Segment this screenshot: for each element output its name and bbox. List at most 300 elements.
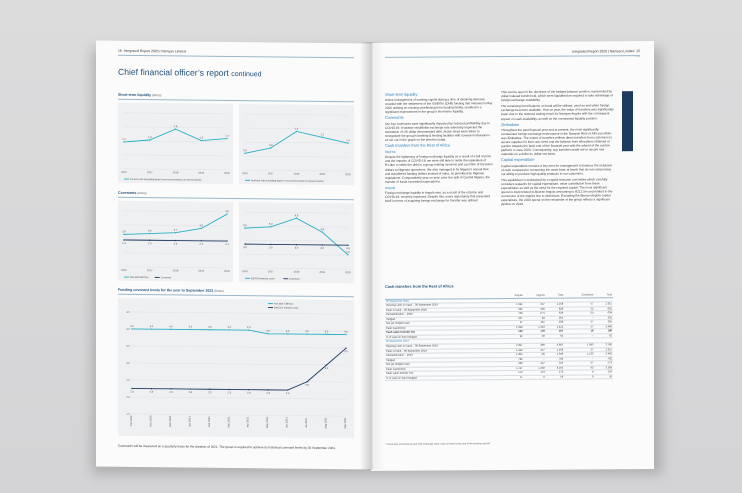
data-label: 3.0 [148,229,152,233]
table-cell: 238 [546,320,564,325]
x-tick-label: 2020 [224,269,230,273]
table-cell: 0 [524,375,546,380]
table-cell: 207 [502,316,524,321]
data-label: 2.4 [173,242,178,246]
right-page-header [572,49,640,53]
x-tick-label: Mar 2021 [227,416,231,428]
series-line-1 [130,346,346,394]
data-point [267,333,268,334]
table-cell: 573 [595,361,614,366]
table-cell: 62 [546,334,564,339]
col2-paragraph-0: This can be seen in the decrease of the hedged balance position, represented by dollar indexed bonds held, which were liquidated as required to take advantage of foreign exchange availability. [501,89,613,103]
table-cell: Hedged [385,357,502,362]
data-point [322,231,323,232]
table-cell: 173 [546,370,564,375]
table-cell: 173 [524,371,546,376]
data-label: 4.0 [188,325,193,329]
table-header-cell: Total [546,294,564,298]
table-cell: 187 [546,330,564,335]
data-point [123,239,124,240]
data-point [248,329,249,330]
data-point [151,328,152,329]
cov-unit: (times) [137,190,147,196]
rule-funding [118,294,354,297]
table-cell: 1 258 [546,348,564,353]
table-cell: 57 [564,302,594,307]
data-label: 2.4 [225,243,229,247]
gridline [124,211,227,212]
table-cell: 159 [595,370,614,375]
data-point [170,329,171,330]
data-label: 5.2 [269,222,273,226]
table-cell: 29 [524,334,546,339]
table-cell: % of cash on hand hedged [385,334,502,339]
gridline [124,169,227,170]
gridline [124,267,227,268]
x-tick-label: May 2021 [266,416,270,429]
table-header-cell: Total [595,293,614,297]
chart-interest-cover-svg [239,202,354,283]
data-label: 1.4 [225,134,229,138]
x-tick-label: Nov 2020 [149,415,153,427]
table-title: Cash transfers from the Rest of Africa [385,284,454,289]
table-cell: 3 205 [546,366,564,371]
y-tick-label: 1.5 [126,412,130,416]
table-cell: (77) [524,311,546,316]
x-tick-label: 2018 [293,172,300,176]
data-label: 4.8 [225,210,229,214]
table-cell: 1 365 [502,353,524,358]
table-cell: 92 [502,334,524,339]
data-label: 3.9 [324,330,329,334]
table-cell: 2 469 [595,325,614,330]
table-cell: 335 [502,307,524,312]
gridline [132,397,346,399]
series-line-0 [132,329,346,335]
col1-paragraph-1: Active management of working capital during a time of declining demand, coupled with the settlement of the US$97m (ZAR) funding that matured in May 2020 utilising an existing unreflecting term funding facility, resulted in a significant improvement in the group’s short-term liquidity. [385,97,493,115]
data-label: 3.0 [320,246,324,250]
data-label: 2.3 [130,390,134,394]
table-cell: 52 [564,307,594,312]
text-column-2 [501,89,615,208]
table-cell: 217 [524,361,546,366]
left-page-number: 16 [118,48,122,53]
gridline [132,363,346,365]
table-cell: 1 093 [564,343,594,348]
data-label: 0.8 [269,143,273,148]
data-label: 2.3 [208,391,212,395]
x-tick-label: 2019 [198,171,205,175]
data-label: 1.8 [346,250,350,254]
data-label: 4.0 [246,326,251,330]
col1-paragraph-6: Despite the tightening of foreign exchange liquidity as a result of a fall of price and the impacts of COVID-19, we were still able to settle the equivalent of R1.4bn to settle the debt in a group making sessions and a portion of the Kano dollars to Nigerian operations. We also managed to fix Nigeria’s annual flow and transferred funding dollars instead of naira, as permitted by Nigerian regulations. Comparatively year on year, prior the split of Central Nigeria, the transfer of funds exceeded expectations. [385,154,493,184]
x-tick-label: 2018 [293,270,300,274]
gridline [124,253,227,254]
chart-current-ratio-svg [118,103,233,184]
covenants-label [118,191,147,195]
x-tick-label: Apr 2021 [246,416,250,428]
legend-label: Net debt:EBITDA [130,275,149,280]
page-title [118,67,262,79]
data-point [149,240,150,241]
table-cell: 3 268 [595,366,614,371]
table-cell: 30 September 2019 [385,339,502,344]
x-tick-label: Aug 2021 [324,417,328,429]
table-cell: 172 [502,371,524,376]
data-point [326,334,327,335]
gridline [124,225,227,226]
data-point [322,137,323,138]
table-cell: 57 [564,361,594,366]
x-tick-label: 2017 [146,269,153,273]
data-point [306,333,307,334]
data-point [209,329,210,330]
table-cell: Cash value transfer (%) [385,330,502,335]
right-header-text: Integrated Report 2020 | Namyan Limited [572,49,635,54]
y-tick-label: 3.0 [126,361,130,365]
table-cell: 294 [524,307,546,312]
x-tick-label: Jun 2021 [285,417,289,428]
table-cell: 178 [524,330,546,335]
table-cell: Cash in bank – 30 September 2019 [385,348,502,353]
x-tick-label: 2016 [242,270,248,274]
x-tick-label: Feb 2021 [207,416,211,428]
table-cell: 2 482 [595,352,614,357]
table-cell: 1 133 [564,352,594,357]
table-footnote: * Currencies converted at year-end exchange rates; cash on hand at the end of the previous period. [385,442,491,446]
table-cell: 59 [595,375,614,380]
table-cell: 782 [502,357,524,362]
table-cell: 1 041 [502,303,524,308]
table-cell: Not yet hedged cash [385,362,502,367]
y-tick-label: 2.5 [126,378,130,382]
data-point [170,388,171,389]
data-label: 3.9 [344,330,348,334]
data-label: 3.5 [199,224,203,228]
gridline [245,268,348,269]
rule-stl [118,99,354,102]
gridline [245,254,348,255]
gridline [124,155,227,156]
data-point [151,388,152,389]
y-tick-label: 3.5 [126,344,130,348]
stl-label-text: Short-term liquidity [118,92,152,98]
data-point [248,389,249,390]
data-label: 2.4 [199,242,203,246]
data-point [123,234,124,235]
table-cell: 782 [546,357,564,362]
table-cell: 629 [546,307,564,312]
table-cell: 681 [595,306,614,311]
table-cell: 100 [502,330,524,335]
gridline [132,346,346,348]
data-label: 3.0 [346,247,350,251]
gridline [245,212,348,213]
gridline [132,312,346,314]
data-point [229,329,230,330]
data-label: 1.0 [346,139,350,143]
legend-label: EBITDA: interest cover [274,306,299,310]
data-point [175,240,176,241]
stl-unit: (times) [152,93,162,98]
table-cell: – [564,334,594,339]
page-title-text: Chief financial officer’s report [118,66,229,78]
col2-paragraph-1: The remaining bond balance on hand will be utilised, used as and when foreign exchange becomes available. Year on year, the value of transfers was significantly lower due to the reduced trading result for Namyan Angola with the consequent impact on cash availability, as well as the constrained liquidity position. [501,103,614,121]
table-cell: 295 [595,320,614,325]
data-label: 2.3 [266,391,270,395]
data-label: 5.0 [243,224,247,228]
table-cell: Opening cash on hand – 30 September 2018 [385,344,502,349]
data-label: 2.3 [169,390,173,394]
table-cell: (5) [564,311,594,316]
text-column-1 [385,90,493,205]
table-cell: 291 [546,316,564,321]
data-label: 3.1 [173,228,178,232]
data-point [190,329,191,330]
data-point [347,142,348,143]
data-label: 4.0 [169,325,173,329]
col1-heading-7: Angola [385,185,396,190]
table-cell: 2 412 [546,325,564,330]
legend-label: Covenant [289,277,300,281]
legend-label: Current ratio excluding liquid / non-current portion of reserve basins [130,177,202,182]
data-label: 4.0 [130,324,134,328]
x-tick-label: Jan 2021 [188,416,192,427]
table-cell: 57 [564,347,594,352]
data-label: 2.3 [188,391,193,395]
table-cell: 59 [546,375,564,380]
data-label: 2.3 [285,392,290,396]
y-tick-label: 2.0 [126,395,130,399]
page-title-suffix: continued [231,70,262,79]
data-label: 2.3 [227,391,232,395]
table-cell: 1 315 [595,347,614,352]
x-tick-label: 2016 [121,170,127,174]
table-cell: 180 [595,329,614,334]
table-cell: 2 687 [546,343,564,348]
col2-paragraph-3: Throughout the past financial year and at present, the most significantly constrained foreign exchange environment in the Namyan Rest of Africa portfolio was Zimbabwe. The extent of transfers reflects direct transfers from customers to secure supplies for their own need and the balance from allocations obtained at auction towards the back end of the financial year with the advent of the auction platform in June 2020. Consequently, any transfers made are to secure raw materials on a dollar-in, dollar-out basis. [501,127,613,157]
table-cell: Cash value transfer (%) [385,371,502,376]
data-label: 3.5 [344,350,348,354]
gridline [245,156,348,157]
x-tick-label: 2016 [242,172,248,176]
data-point [209,389,210,390]
data-label: 0.6 [243,149,247,153]
table-cell: 634 [595,311,614,316]
table-cell: 217 [524,302,546,307]
short-term-liquidity-label [118,93,161,97]
data-label: 4.6 [320,228,324,232]
data-point [190,388,191,389]
x-tick-label: 2019 [319,172,326,176]
col1-heading-0: Short-term liquidity [385,91,418,97]
data-label: 3.0 [324,366,329,370]
table-cell: 390 [524,343,546,348]
table-header-cell: Nigeria [524,294,546,298]
col2-paragraph-6: This equilibrium is maintained by a capital resource committee which carefully considers requests for capital expenditure, value contribution from these expenditures as well as the need for the required capital. The most significant spend in 2020 related to Beeran Angola amounting to R212.5m and related to the conversion of the staples line to aluminium. Excluding the Beeran Angola capital expenditure, the 2020 spend on the remainder of the group reflects a significant decline on 2019. [501,177,613,207]
legend-label: Acid test ratio excluding liquid / non-current portion of reserve basins [251,179,324,183]
data-label: 1.8 [173,125,178,129]
data-point [201,240,202,241]
table-header-cell: Zimbabwe [564,293,594,297]
table-cell: 30 September 2020 [385,298,502,303]
side-tab [622,91,639,151]
table-cell: – [524,357,546,362]
data-label: 1.3 [148,135,152,140]
table-cell: 291 [595,316,614,321]
data-label: 2.3 [246,391,251,395]
funding-label [118,288,224,293]
right-page [371,41,654,471]
x-tick-label: 2020 [224,171,230,175]
data-point [226,138,227,139]
data-point [296,244,297,245]
table-cell: 27 [502,321,524,326]
data-label: 1.2 [122,137,126,141]
col1-paragraph-8: Foreign exchange liquidity in Angola was, as a result of the oil price and COVID-19, severely impacted. Despite this, every opportunity that presented itself in terms of acquiring foreign exchange for transfer was utilised. [385,190,490,204]
table-cell: Opening cash on hand – 30 September 2019 [385,303,502,308]
table-cell: 1 315 [595,302,614,307]
x-tick-label: Jul 2021 [305,417,309,428]
cov-label-text: Covenants [118,190,137,195]
left-page-header [118,49,186,54]
table-cell: % of cash on hand hedged [385,375,502,380]
table-cell: Cash in bank – 30 September 2020 [385,307,502,312]
gridline [124,113,227,114]
gridline [132,380,346,382]
col2-heading-2: Zimbabwe [501,121,519,127]
data-point [149,233,150,234]
table-cell: 706 [502,312,524,317]
table-cell: 0 [564,375,594,380]
chart-funding-covenants [118,298,354,438]
table-cell: 1 258 [546,302,564,307]
data-label: 2.5 [305,383,309,387]
table-cell: 16 [564,329,594,334]
data-point [244,227,245,228]
right-page-number: 15 [636,49,640,54]
table-cell: 57 [564,325,594,330]
table-cell: Cash transferred [385,325,502,330]
table-cell: 1 459 [524,366,546,371]
gridline [132,414,346,416]
data-point [347,244,348,245]
chart-net-debt [118,201,233,282]
x-tick-label: 2018 [172,269,179,273]
chart-funding-svg [118,298,354,438]
chart-net-debt-svg [118,201,233,282]
table-cell: 1 747 [502,366,524,371]
data-point [226,240,227,241]
x-tick-label: 2018 [172,171,179,175]
data-label: 3.0 [294,246,299,250]
data-label: 4.0 [227,325,232,329]
funding-label-text: Funding covenant levels for the year to September 2021 [118,287,214,293]
data-point [267,389,268,390]
x-tick-label: 2019 [319,270,326,274]
data-point [131,388,132,389]
table-cell: 84 [524,316,546,321]
data-point [201,140,202,141]
data-label: 4.0 [208,325,212,329]
data-point [131,328,132,329]
data-point [345,334,346,335]
header-rule [118,55,354,58]
table-cell: – [564,316,594,321]
data-label: 1.2 [320,133,324,137]
data-point [229,389,230,390]
x-tick-label: 2016 [121,268,127,272]
gridline [245,114,348,115]
y-tick-label: 4.0 [126,327,130,331]
gridline [245,170,348,171]
x-tick-label: 2019 [198,269,205,273]
legend-label: EBITDA:interest cover [251,277,275,281]
x-tick-label: 2017 [146,171,153,175]
col1-paragraph-3: Our key covenants were significantly impacted by reduced profitability due to COVID-19. A weaker rand/dollar exchange rate adversely impacted the translation of US dollar denominated debt. Active steps were taken to renegotiate the group’s banking & lending facilities with covenant relaxations as set out in the graph on the previous page. [385,120,490,142]
table-row [385,375,613,381]
x-tick-label: 2020 [345,271,351,275]
legend-label: Net debt: EBITDA [274,302,294,306]
data-label: 2.3 [149,390,154,394]
book-gutter [360,42,384,470]
col1-heading-2: Covenants [385,115,404,121]
data-label: 4.0 [149,325,154,329]
table-cell: 211 [524,321,546,326]
series-line-0 [124,129,227,144]
table-cell: 1 349 [546,352,564,357]
right-header-rule [385,55,640,57]
table-cell: 217 [524,348,546,353]
gridline [245,142,348,143]
chart-interest-cover [239,202,354,283]
table-cell: 2 397 [502,343,524,348]
data-label: 3.0 [269,246,273,250]
x-tick-label: Sep 2021 [344,417,347,429]
data-label: 3.0 [243,246,247,250]
table-cell: 4 [564,370,594,375]
table-cell: Cash transferred [385,366,502,371]
table-cell: 1 313 [524,325,546,330]
col2-heading-4: Capital expenditure [501,157,535,163]
data-point [322,244,323,245]
x-tick-label: 2017 [267,270,274,274]
left-header-text: Integrated Report 2020 | Namyan Limited [123,48,186,54]
data-point [123,141,124,142]
cash-transfers-table [385,293,613,381]
side-tab-label: Performance review [635,111,639,135]
table-cell: Hedged [385,316,502,321]
data-label: 2.4 [148,242,152,246]
rule-cov [118,197,354,200]
left-footnote: Covenants will be measured on a quarterly basis for the duration of 2021. The group is required to achieve its historical covenant levels by 30 September 2021. [118,443,336,451]
table-cell: 1 099 [502,325,524,330]
table-cell: 57 [564,320,594,325]
table-cell: 71 [502,375,524,380]
data-label: 1.4 [294,127,299,131]
data-point [270,244,271,245]
x-tick-label: Dec 2020 [168,415,172,427]
data-label: 1.3 [199,136,203,140]
data-label: 3.9 [305,330,309,334]
col1-heading-5: Nigeria [385,149,396,155]
table-cell: (8) [524,352,546,357]
table-cell: 516 [546,361,564,366]
col1-heading-4: Cash transfers from the Rest of Africa [385,142,450,148]
data-label: 6.3 [294,214,299,218]
chart-current-ratio [118,103,233,184]
table-cell: 782 [595,356,614,361]
